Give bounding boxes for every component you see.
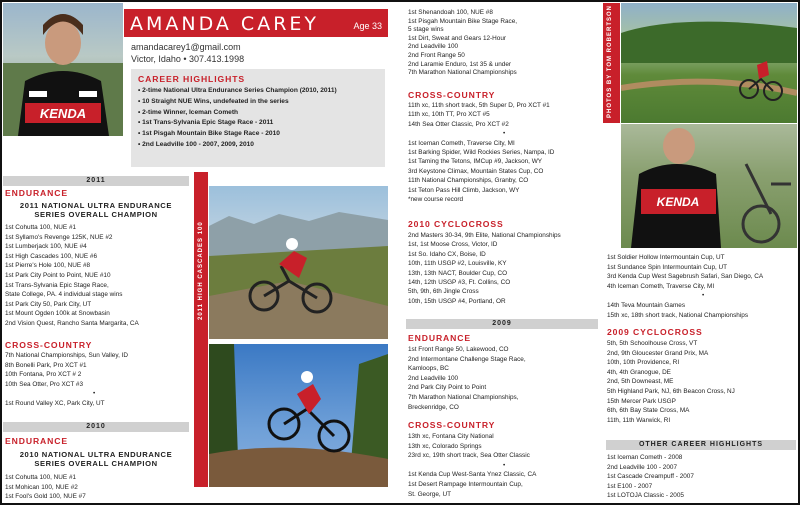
list-item: 1st Taming the Tetons, IMCup #9, Jackson, WY: [408, 158, 543, 166]
list-separator: •: [503, 461, 506, 469]
list-item: 2nd Laramie Enduro, 1st 35 & under: [408, 60, 512, 68]
bike-jump-photo: [209, 344, 388, 487]
list-item: 2nd Park City Point to Point: [408, 384, 487, 392]
nue-2010-title-2: SERIES OVERALL CHAMPION: [34, 459, 158, 468]
list-item: St. George, UT: [408, 490, 451, 498]
list-item: 1st Desert Rampage Intermountain Cup,: [408, 481, 523, 488]
list-item: 7th Marathon National Championships,: [408, 394, 519, 401]
svg-text:KENDA: KENDA: [39, 106, 87, 121]
list-item: 1st, 1st Moose Cross, Victor, ID: [408, 241, 498, 249]
list-item: • 2-time National Ultra Endurance Series Champion (2010, 2011): [138, 87, 337, 94]
list-item: 7th Marathon National Championships: [408, 69, 517, 77]
year-2011-bar: 2011: [3, 176, 189, 186]
list-item: 1st Barking Spider, Wild Rockies Series, Nampa, ID: [408, 149, 555, 156]
list-item: 10th Sea Otter, Pro XCT #3: [5, 380, 84, 388]
list-item: 13th xc, Fontana City National: [408, 433, 494, 440]
list-item: 1st Lumberjack 100, NUE #4: [5, 243, 87, 251]
list-item: 1st High Cascades 100, NUE #6: [5, 252, 98, 260]
list-item: 11th National Championships, Granby, CO: [408, 177, 529, 185]
list-item: 1st Dirt, Sweat and Gears 12-Hour: [408, 34, 507, 42]
list-item: • 1st Pisgah Mountain Bike Stage Race - 2010: [138, 130, 280, 138]
list-item: 1st Teton Pass Hill Climb, Jackson, WY: [408, 186, 520, 194]
list-item: 3rd Keystone Climax, Mountain States Cup, CO: [408, 167, 544, 175]
list-item: 1st Shenandoah 100, NUE #8: [408, 9, 493, 16]
list-item: 1st Cohutta 100, NUE #1: [5, 224, 77, 231]
list-item: 11th, 11th Warwick, RI: [607, 416, 671, 424]
endurance-2009-heading: ENDURANCE: [408, 333, 472, 343]
rider-portrait-photo: [621, 124, 797, 248]
name-heading: AMANDA CAREY: [130, 13, 320, 35]
photo-caption-strip: [194, 172, 208, 487]
list-item: 1st Iceman Cometh, Traverse City, MI: [408, 139, 515, 147]
list-item: 11th xc, 11th short track, 5th Super D, Pro XCT #1: [408, 102, 550, 109]
list-item: 10th, 10th Providence, RI: [607, 359, 680, 367]
list-item: 2nd, 9th Gloucester Grand Prix, MA: [607, 349, 709, 357]
list-item: 2nd Intermontane Challenge Stage Race,: [408, 355, 526, 363]
list-item: 15th Mercer Park USGP: [607, 397, 676, 405]
list-item: 1st So. Idaho CX, Boise, ID: [408, 250, 486, 258]
other-highlights-bar: OTHER CAREER HIGHLIGHTS: [606, 440, 796, 450]
list-item: 15th xc, 18th short track, National Championships: [607, 311, 749, 319]
list-item: • 1st Trans-Sylvania Epic Stage Race - 2011: [138, 119, 274, 127]
list-item: 2nd Front Range 50: [408, 52, 465, 59]
list-item: 1st Sundance Spin Intermountain Cup, UT: [607, 263, 728, 271]
cx-2010-heading: 2010 CYCLOCROSS: [408, 219, 504, 229]
list-item: 1st Trans-Sylvania Epic Stage Race,: [5, 281, 109, 289]
list-item: 1st Kenda Cup West-Santa Ynez Classic, CA: [408, 471, 537, 479]
portrait-photo: [3, 3, 123, 136]
nue-2011-title-1: 2011 NATIONAL ULTRA ENDURANCE: [19, 201, 173, 210]
xc-2011-heading: CROSS-COUNTRY: [5, 340, 93, 350]
endurance-2010-heading: ENDURANCE: [5, 436, 69, 446]
list-item: 1st Park City Point to Point, NUE #10: [5, 272, 111, 279]
list-item: 4th, 4th Granogue, DE: [607, 368, 671, 376]
list-item: 5th, 5th Schoolhouse Cross, VT: [607, 340, 698, 347]
high-cascades-photo: [209, 186, 388, 339]
list-item: 14th Sea Otter Classic, Pro XCT #2: [408, 120, 509, 128]
list-item: 1st Fool's Gold 100, NUE #7: [5, 493, 86, 501]
list-item: 10th Fontana, Pro XCT # 2: [5, 371, 82, 379]
list-separator: •: [503, 130, 506, 138]
list-separator: •: [93, 390, 96, 398]
list-item: 2nd Leadville 100: [408, 374, 459, 382]
list-item: 4th Iceman Cometh, Traverse City, MI: [607, 282, 715, 290]
name-banner: [124, 9, 388, 37]
list-item: 14th Teva Mountain Games: [607, 302, 686, 309]
list-item: 2nd, 5th Downeast, ME: [607, 378, 674, 386]
list-item: 2nd Masters 30-34, 9th Elite, National Championships: [408, 232, 561, 239]
list-item: 1st Cascade Creampuff - 2007: [607, 473, 694, 481]
list-item: 1st Soldier Hollow Intermountain Cup, UT: [607, 254, 725, 261]
list-item: 10th, 15th USGP #4, Portland, OR: [408, 297, 506, 305]
list-item: 1st Round Valley XC, Park City, UT: [5, 400, 105, 407]
list-item: 1st Iceman Cometh - 2008: [607, 454, 683, 461]
cx-2009-heading: 2009 CYCLOCROSS: [607, 327, 703, 337]
list-item: • 2nd Leadville 100 - 2007, 2009, 2010: [138, 141, 254, 148]
list-item: 2nd Leadville 100 - 2007: [607, 463, 677, 471]
list-item: 1st Pisgah Mountain Bike Stage Race,: [408, 17, 518, 25]
year-2009-bar: 2009: [406, 319, 598, 329]
location-text: Victor, Idaho • 307.413.1998: [131, 54, 245, 64]
list-item: *new course record: [408, 196, 464, 203]
endurance-2011-heading: ENDURANCE: [5, 188, 69, 198]
xc-2009-heading: CROSS-COUNTRY: [408, 420, 496, 430]
list-item: 1st Pierre's Hole 100, NUE #8: [5, 262, 91, 270]
list-item: 2nd Vision Quest, Rancho Santa Margarita, CA: [5, 320, 139, 327]
list-item: • 10 Straight NUE Wins, undefeated in the series: [138, 97, 289, 105]
list-item: Kamloops, BC: [408, 365, 449, 373]
list-item: 8th Bonelli Park, Pro XCT #1: [5, 361, 87, 369]
list-item: 5 stage wins: [408, 26, 444, 34]
list-item: 6th, 6th Bay State Cross, MA: [607, 407, 690, 415]
list-item: 1st Cohutta 100, NUE #1: [5, 474, 77, 481]
list-item: 5th, 9th, 6th Jingle Cross: [408, 288, 479, 296]
high-cascades-caption: 2011 HIGH CASCADES 100: [198, 221, 204, 320]
list-item: 7th National Championships, Sun Valley, ID: [5, 352, 129, 359]
list-item: 13th, 13th NACT, Boulder Cup, CO: [408, 269, 508, 277]
list-item: Breckenridge, CO: [408, 403, 459, 411]
svg-text:KENDA: KENDA: [656, 195, 700, 209]
email-text[interactable]: amandacarey1@gmail.com: [131, 42, 241, 52]
career-highlights-heading: CAREER HIGHLIGHTS: [138, 74, 245, 84]
list-item: 23rd xc, 19th short track, Sea Otter Classic: [408, 452, 530, 460]
nue-2011-title-2: SERIES OVERALL CHAMPION: [34, 210, 158, 219]
list-item: • 2-time Winner, Iceman Cometh: [138, 108, 239, 116]
list-item: 5th Highland Park, NJ, 6th Beacon Cross, NJ: [607, 388, 735, 395]
list-item: 3rd Kenda Cup West Sagebrush Safari, San Diego, CA: [607, 273, 764, 281]
nue-2010-title-1: 2010 NATIONAL ULTRA ENDURANCE: [19, 450, 173, 459]
list-separator: •: [702, 292, 705, 300]
list-item: 10th, 11th USGP #2, Louisville, KY: [408, 260, 507, 268]
list-item: 13th xc, Colorado Springs: [408, 442, 482, 450]
list-item: 1st Mount Ogden 100k at Snowbasin: [5, 310, 110, 318]
year-2010-bar: 2010: [3, 422, 189, 432]
list-item: 1st Front Range 50, Lakewood, CO: [408, 346, 509, 353]
list-item: 1st Mohican 100, NUE #2: [5, 483, 78, 491]
list-item: 1st E100 - 2007: [607, 482, 653, 490]
photographer-caption: PHOTOS BY TOM ROBERTSON: [607, 4, 613, 118]
list-item: 2nd Leadville 100: [408, 43, 459, 51]
list-item: 14th, 12th USGP #3, Ft. Collins, CO: [408, 279, 511, 286]
trail-photo: [621, 3, 797, 123]
list-item: 1st Park City 50, Park City, UT: [5, 300, 92, 308]
list-item: 1st LOTOJA Classic - 2005: [607, 492, 684, 500]
list-item: 11th xc, 10th TT, Pro XCT #5: [408, 111, 490, 119]
xc-2010-heading: CROSS-COUNTRY: [408, 90, 496, 100]
list-item: State College, PA. 4 individual stage wins: [5, 291, 123, 299]
list-item: 1st Syllamo's Revenge 125K, NUE #2: [5, 233, 113, 241]
age-label: Age 33: [353, 21, 382, 31]
